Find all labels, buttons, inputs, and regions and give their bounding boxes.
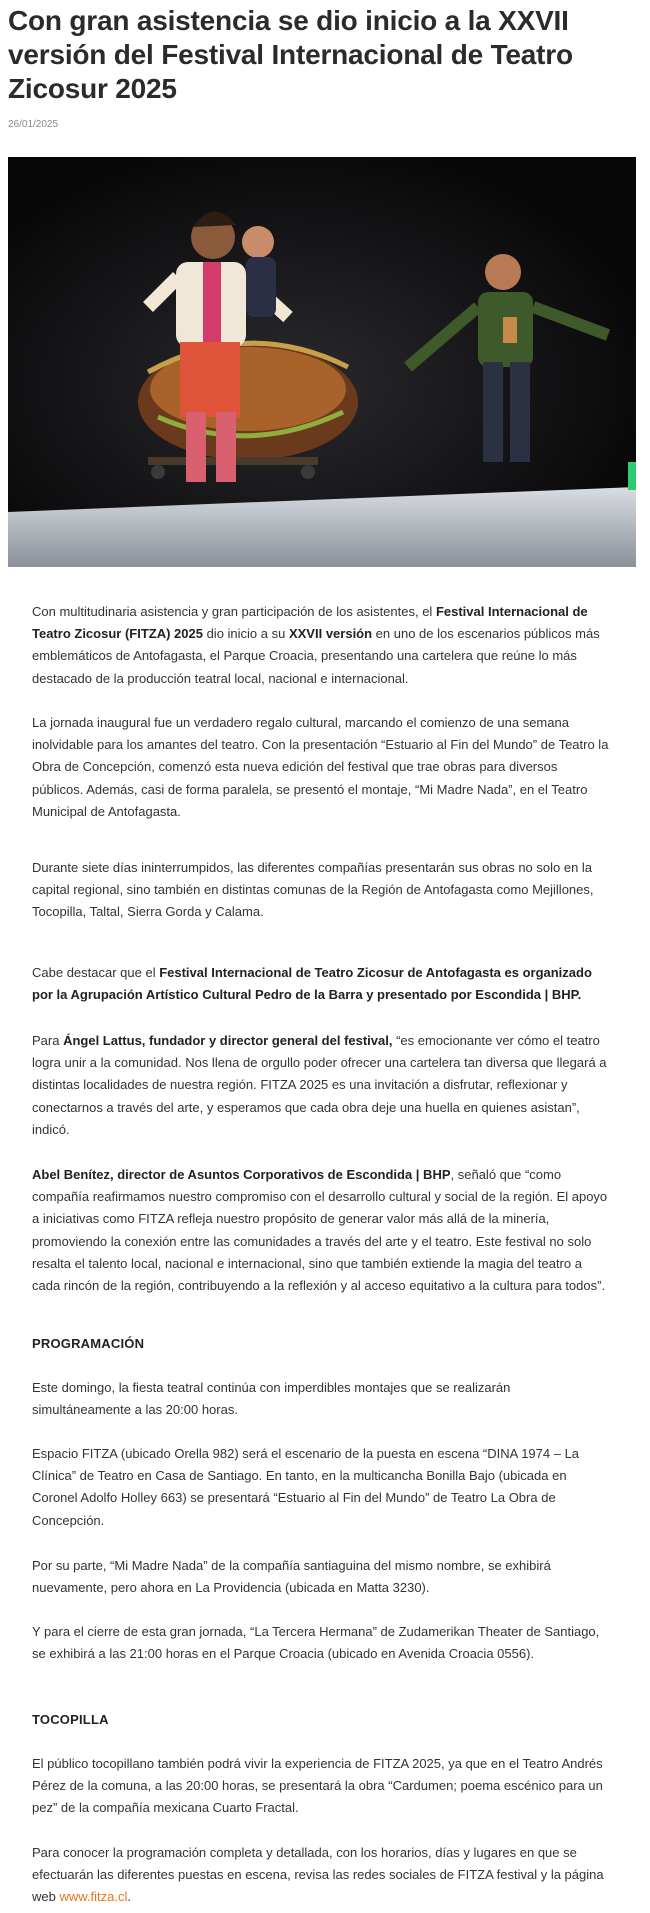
organizer-bold: Festival Internacional de Teatro Zicosur de Antofagasta es organizado por la Agrupación Artístico Cultural Pedro de la Barra y presentado por Escondida | BHP.	[32, 965, 592, 1003]
paragraph-more-info	[32, 1842, 610, 1909]
edition-bold: XXVII versión	[288, 626, 373, 642]
paragraph-text: Durante siete días ininterrumpidos, las diferentes compañías presentarán sus obras no solo en la capital regional, sino también en distintas comunas de la Región de Antofagasta como Mejillones, Tocopilla, Taltal, Sierra Gorda y Calama.	[32, 860, 594, 920]
text: Con multitudinaria asistencia y gran participación de los asistentes, el	[32, 604, 436, 619]
festival-name-bold: Festival Internacional de Teatro Zicosur (FITZA) 2025	[32, 604, 588, 642]
paragraph-tocopilla	[32, 1753, 610, 1820]
publish-date: 26/01/2025	[8, 119, 59, 130]
paragraph-text: El público tocopillano también podrá vivir la experiencia de FITZA 2025, ya que en el Teatro Andrés Pérez de la comuna, a las 20:00 horas, se presentará la obra “Cardumen; poema escénico para un pez” de la compañía mexicana Cuarto Fractal.	[32, 1756, 603, 1816]
paragraph-text: Espacio FITZA (ubicado Orella 982) será el escenario de la puesta en escena “DINA 1974 – La Clínica” de Teatro en Casa de Santiago. En tanto, en la multicancha Bonilla Bajo (ubicada en Coronel Adolfo Holley 663) se presentará “Estuario al Fin del Mundo” de Teatro La Obra de Concepción.	[32, 1446, 580, 1528]
text: Para conocer la programación completa y detallada, con los horarios, días y lugares en que se efectuarán las diferentes puestas en escena, revisa las redes sociales de FITZA festival y la página web	[32, 1845, 604, 1905]
text: , señaló que “como compañía reafirmamos nuestro compromiso con el desarrollo cultural y social de la región. El apoyo a iniciativas como FITZA refleja nuestro propósito de generar valor más allá de la minería, promoviendo la conexión entre las comunidades a través del arte y el teatro. Este festival no solo resalta el talento local, nacional e internacional, sino que también extiende la magia del teatro a cada rincón de la región, contribuyendo a la reflexión y al acceso equitativo a la cultura para todos”.	[32, 1167, 608, 1294]
article-title: Con gran asistencia se dio inicio a la XXVII versión del Festival Internacional de Teatro Zicosur 2025	[8, 5, 573, 104]
paragraph-text: Y para el cierre de esta gran jornada, “La Tercera Hermana” de Zudamerikan Theater de Santiago, se exhibirá a las 21:00 horas en el Parque Croacia (ubicado en Avenida Croacia 0556).	[32, 1624, 600, 1662]
paragraph-espacio-fitza	[32, 1443, 610, 1532]
paragraph-inauguration	[32, 712, 610, 823]
hero-image	[8, 157, 636, 567]
paragraph-text: Este domingo, la fiesta teatral continúa con imperdibles montajes que se realizarán simultáneamente a las 20:00 horas.	[32, 1380, 511, 1418]
text: Para	[32, 1033, 64, 1048]
text: dio inicio a su	[202, 626, 289, 642]
text: Cabe destacar que el	[32, 965, 160, 980]
paragraph-mi-madre-nada	[32, 1555, 610, 1599]
paragraph-sponsor-quote	[32, 1164, 610, 1297]
text: en uno de los escenarios públicos más emblemáticos de Antofagasta, el Parque Croacia, presentando una cartelera que reúne lo más destacado de la producción teatral local, nacional e internacional.	[32, 626, 600, 686]
paragraph-cierre	[32, 1621, 610, 1665]
fitza-website-link[interactable]: www.fitza.cl	[59, 1889, 128, 1905]
text: “es emocionante ver cómo el teatro logra unir a la comunidad. Nos llena de orgullo poder ofrecer una cartelera tan diversa que llegará a distintas localidades de nuestra región. FITZA 2025 es una invitación a disfrutar, reflexionar y conectarnos a través del arte, y esperamos que cada obra deje una huella en quienes asistan”, indicó.	[32, 1033, 607, 1137]
paragraph-sunday	[32, 1377, 610, 1421]
paragraph-text: Por su parte, “Mi Madre Nada” de la compañía santiaguina del mismo nombre, se exhibirá nuevamente, pero ahora en La Providencia (ubicada en Matta 3230).	[32, 1558, 551, 1596]
heading-programacion: PROGRAMACIÓN	[32, 1336, 145, 1351]
paragraph-text: La jornada inaugural fue un verdadero regalo cultural, marcando el comienzo de una semana inolvidable para los amantes del teatro. Con la presentación “Estuario al Fin del Mundo” de Teatro la Obra de Concepción, comenzó esta nueva edición del festival que trae obras para diversos públicos. Además, casi de forma paralela, se presentó el montaje, “Mi Madre Nada”, en el Teatro Municipal de Antofagasta.	[32, 715, 609, 819]
heading-tocopilla: TOCOPILLA	[32, 1712, 109, 1727]
paragraph-director-quote	[32, 1030, 610, 1141]
paragraph-intro	[32, 601, 610, 690]
paragraph-seven-days	[32, 857, 610, 924]
text: .	[127, 1889, 131, 1905]
theater-performance-photo-icon	[8, 157, 636, 567]
paragraph-organizer	[32, 962, 610, 1006]
sponsor-name-bold: Abel Benítez, director de Asuntos Corporativos de Escondida | BHP	[32, 1167, 451, 1182]
director-name-bold: Ángel Lattus, fundador y director general del festival,	[63, 1033, 393, 1048]
